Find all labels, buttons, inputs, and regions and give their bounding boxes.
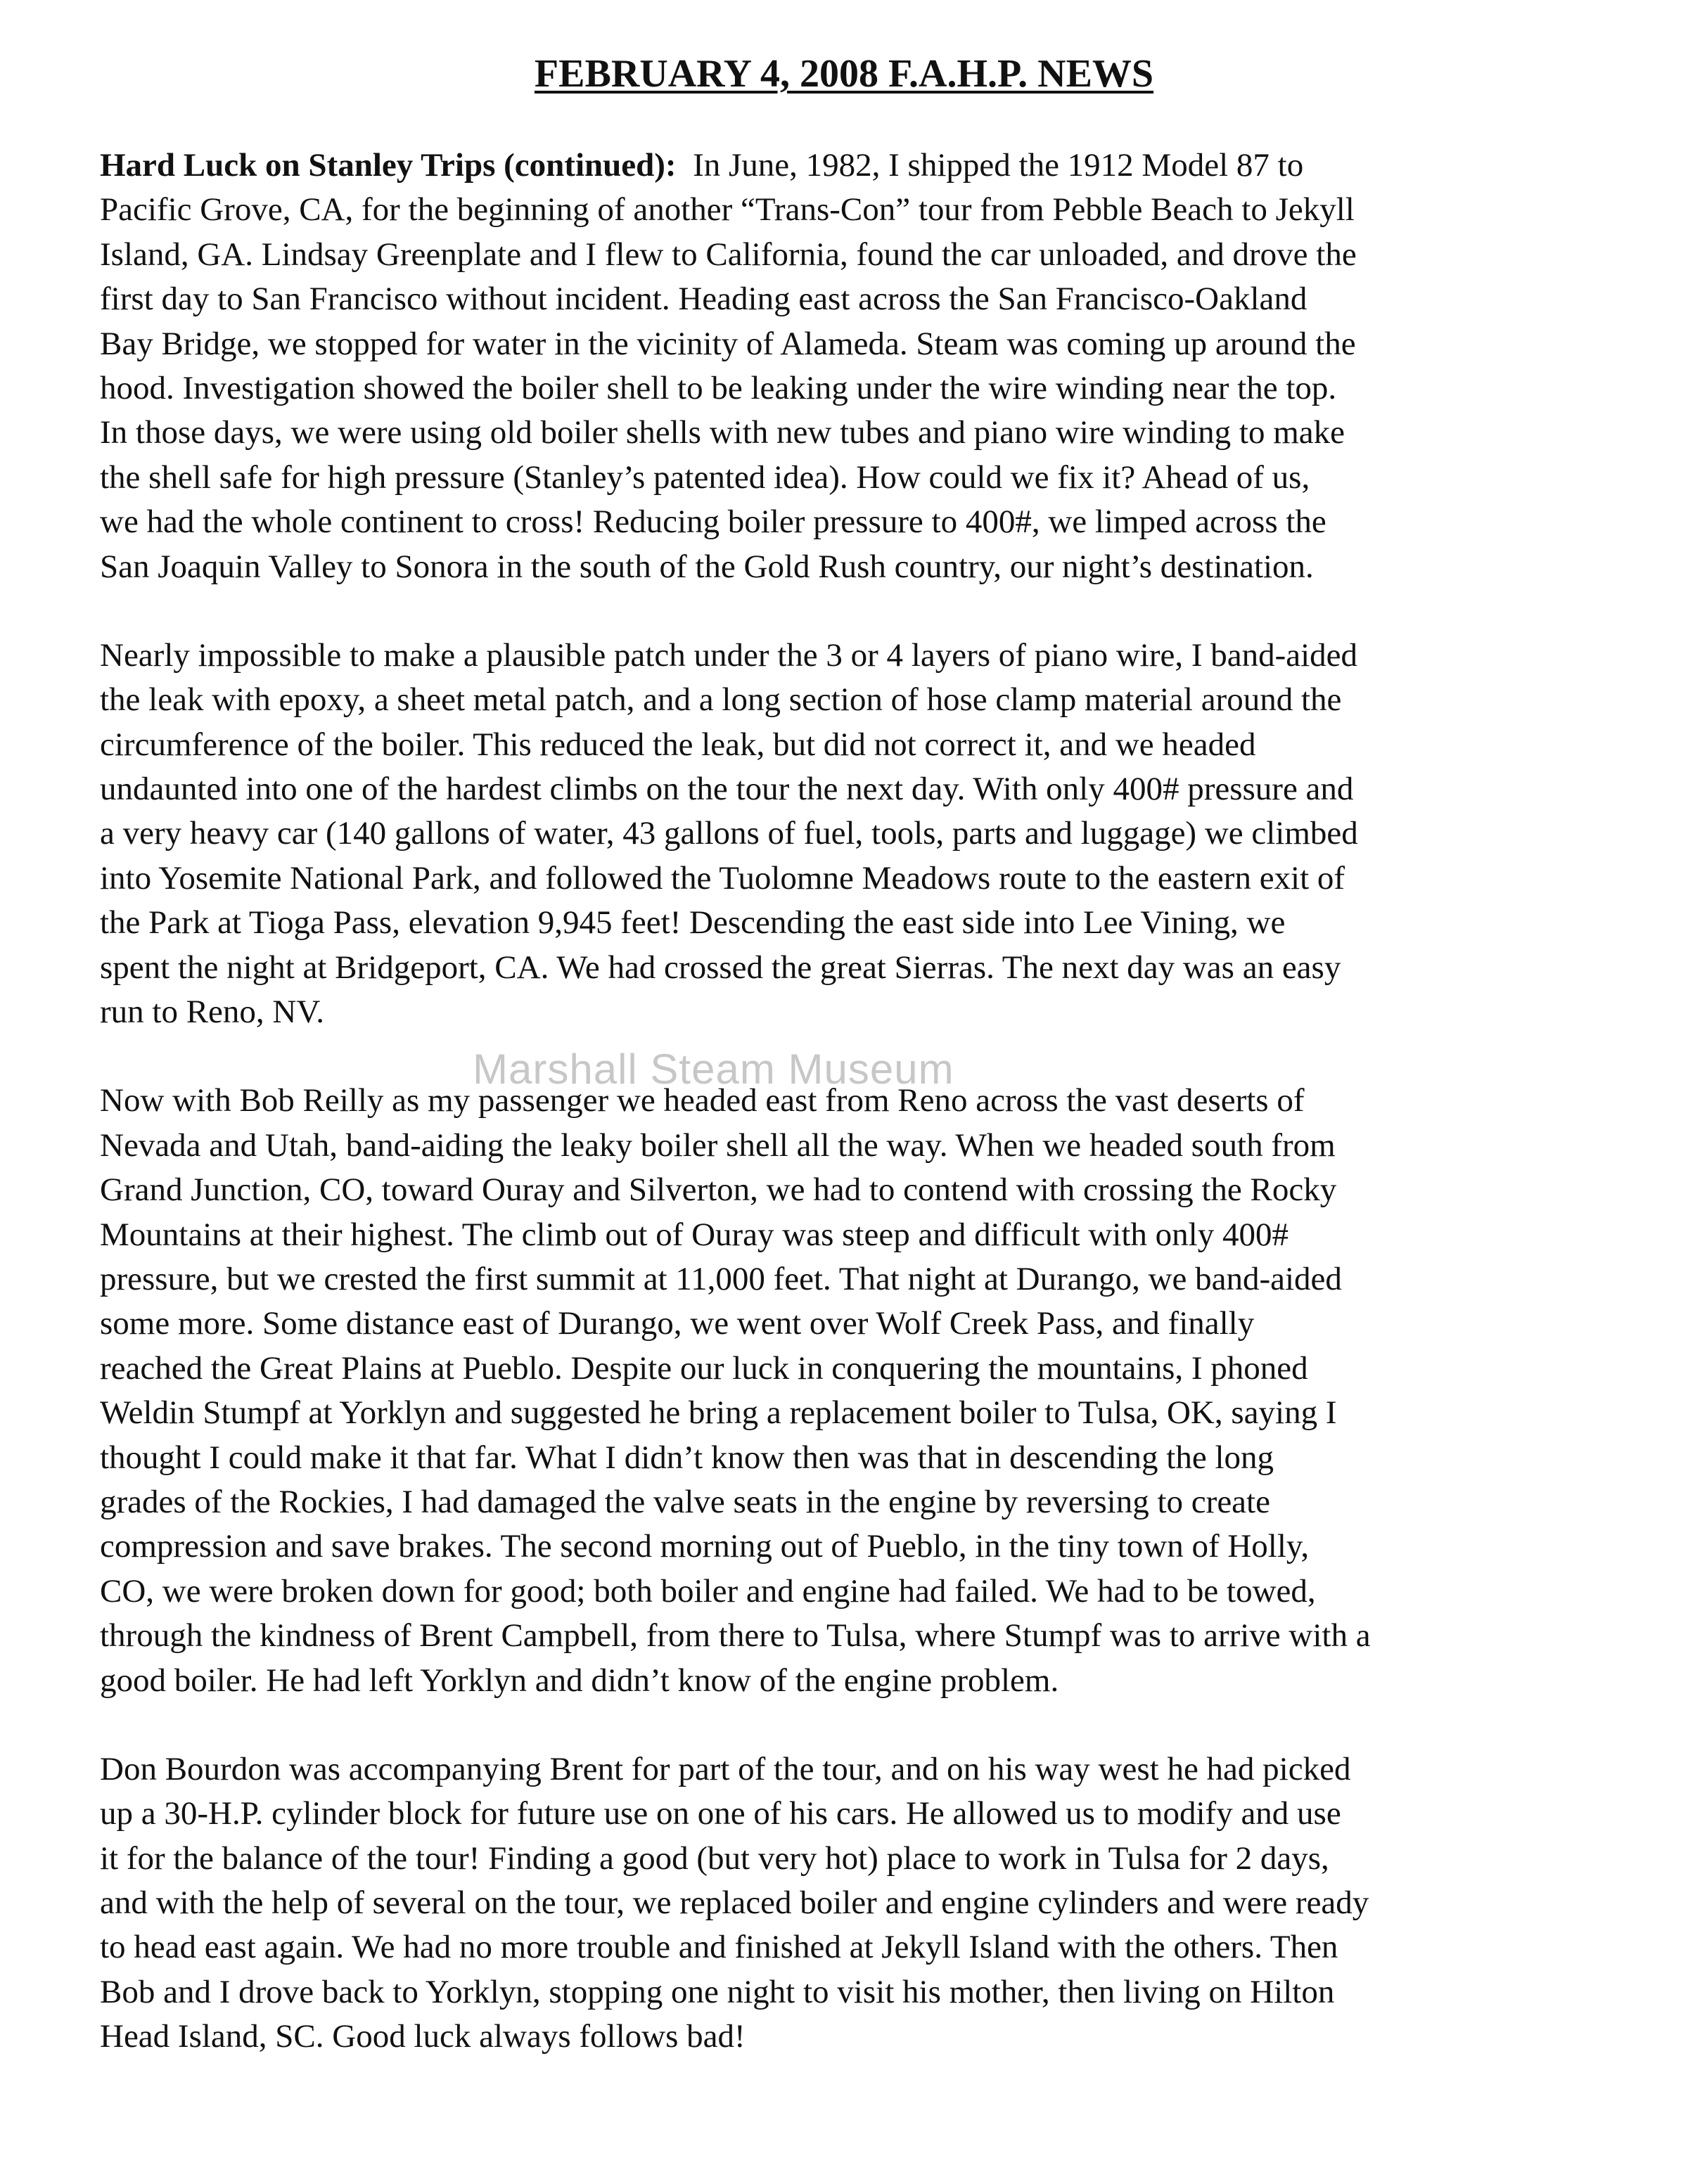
paragraph-line: Nearly impossible to make a plausible patch under the 3 or 4 layers of piano wire, I band-aided <box>100 636 1358 674</box>
paragraph-4 <box>100 1747 1598 2060</box>
paragraph-line: In those days, we were using old boiler shells with new tubes and piano wire winding to make <box>100 414 1345 451</box>
paragraph-line: CO, we were broken down for good; both boiler and engine had failed. We had to be towed, <box>100 1572 1316 1610</box>
paragraph-line: spent the night at Bridgeport, CA. We had crossed the great Sierras. The next day was an easy <box>100 949 1341 986</box>
paragraph-line: reached the Great Plains at Pueblo. Despite our luck in conquering the mountains, I phoned <box>100 1349 1308 1387</box>
paragraph-line: Island, GA. Lindsay Greenplate and I flew to California, found the car unloaded, and drove the <box>100 236 1357 273</box>
paragraph-line: pressure, but we crested the first summit at 11,000 feet. That night at Durango, we band-aided <box>100 1260 1342 1297</box>
paragraph-3 <box>100 1079 1598 1702</box>
paragraph-line: it for the balance of the tour! Finding a good (but very hot) place to work in Tulsa for 2 days, <box>100 1839 1329 1877</box>
paragraph-line: into Yosemite National Park, and followed the Tuolomne Meadows route to the eastern exit of <box>100 859 1345 897</box>
paragraph-line: the leak with epoxy, a sheet metal patch, and a long section of hose clamp material around the <box>100 681 1342 719</box>
paragraph-line: Mountains at their highest. The climb out of Ouray was steep and difficult with only 400# <box>100 1216 1289 1253</box>
watermark: Marshall Steam Museum <box>473 1046 954 1093</box>
paragraph-line: Nevada and Utah, band-aiding the leaky boiler shell all the way. When we headed south from <box>100 1126 1336 1164</box>
paragraph-line: a very heavy car (140 gallons of water, 43 gallons of fuel, tools, parts and luggage) we climbed <box>100 815 1358 852</box>
paragraph-line: we had the whole continent to cross! Reducing boiler pressure to 400#, we limped across the <box>100 503 1326 541</box>
paragraph-line: hood. Investigation showed the boiler shell to be leaking under the wire winding near the top. <box>100 369 1337 406</box>
paragraph-line: Bay Bridge, we stopped for water in the vicinity of Alameda. Steam was coming up around the <box>100 325 1356 362</box>
paragraph-line: some more. Some distance east of Durango, we went over Wolf Creek Pass, and finally <box>100 1305 1255 1342</box>
paragraph-line: run to Reno, NV. <box>100 994 324 1031</box>
paragraph-line: and with the help of several on the tour, we replaced boiler and engine cylinders and were ready <box>100 1884 1369 1922</box>
paragraph-line: Head Island, SC. Good luck always follows bad! <box>100 2018 746 2055</box>
paragraph-line: up a 30-H.P. cylinder block for future use on one of his cars. He allowed us to modify and use <box>100 1795 1341 1832</box>
paragraph-line: first day to San Francisco without incident. Heading east across the San Francisco-Oakland <box>100 281 1307 318</box>
paragraph-line: San Joaquin Valley to Sonora in the south of the Gold Rush country, our night’s destination. <box>100 548 1314 585</box>
page-title: FEBRUARY 4, 2008 F.A.H.P. NEWS <box>534 52 1154 96</box>
paragraph-line: through the kindness of Brent Campbell, from there to Tulsa, where Stumpf was to arrive with a <box>100 1617 1371 1655</box>
paragraph-line: Don Bourdon was accompanying Brent for part of the tour, and on his way west he had picked <box>100 1750 1351 1787</box>
paragraph-line: compression and save brakes. The second morning out of Pueblo, in the tiny town of Holly, <box>100 1528 1310 1565</box>
paragraph-line: Weldin Stumpf at Yorklyn and suggested he bring a replacement boiler to Tulsa, OK, saying I <box>100 1394 1337 1432</box>
paragraph-line: circumference of the boiler. This reduced the leak, but did not correct it, and we headed <box>100 726 1256 763</box>
paragraph-line: the Park at Tioga Pass, elevation 9,945 feet! Descending the east side into Lee Vining, we <box>100 904 1286 942</box>
paragraph-line: thought I could make it that far. What I didn’t know then was that in descending the long <box>100 1439 1274 1476</box>
paragraph-line: Now with Bob Reilly as my passenger we headed east from Reno across the vast deserts of <box>100 1082 1305 1119</box>
paragraph-1 <box>100 143 1598 589</box>
paragraph-line: to head east again. We had no more trouble and finished at Jekyll Island with the others. Then <box>100 1929 1338 1966</box>
paragraph-line: undaunted into one of the hardest climbs on the tour the next day. With only 400# pressure and <box>100 771 1354 808</box>
paragraph-line: Hard Luck on Stanley Trips (continued): In June, 1982, I shipped the 1912 Model 87 to <box>100 147 1304 184</box>
paragraph-line: the shell safe for high pressure (Stanley’s patented idea). How could we fix it? Ahead of us, <box>100 458 1310 496</box>
article-heading: Hard Luck on Stanley Trips (continued): <box>100 147 677 184</box>
paragraph-line: Pacific Grove, CA, for the beginning of another “Trans-Con” tour from Pebble Beach to Jekyll <box>100 191 1355 229</box>
paragraph-line: good boiler. He had left Yorklyn and didn’t know of the engine problem. <box>100 1662 1059 1699</box>
article-body <box>100 143 1598 2104</box>
paragraph-line: Bob and I drove back to Yorklyn, stopping one night to visit his mother, then living on Hilton <box>100 1973 1335 2010</box>
paragraph-line: grades of the Rockies, I had damaged the valve seats in the engine by reversing to create <box>100 1483 1270 1520</box>
paragraph-line: Grand Junction, CO, toward Ouray and Silverton, we had to contend with crossing the Rocky <box>100 1171 1337 1209</box>
paragraph-2 <box>100 634 1598 1035</box>
